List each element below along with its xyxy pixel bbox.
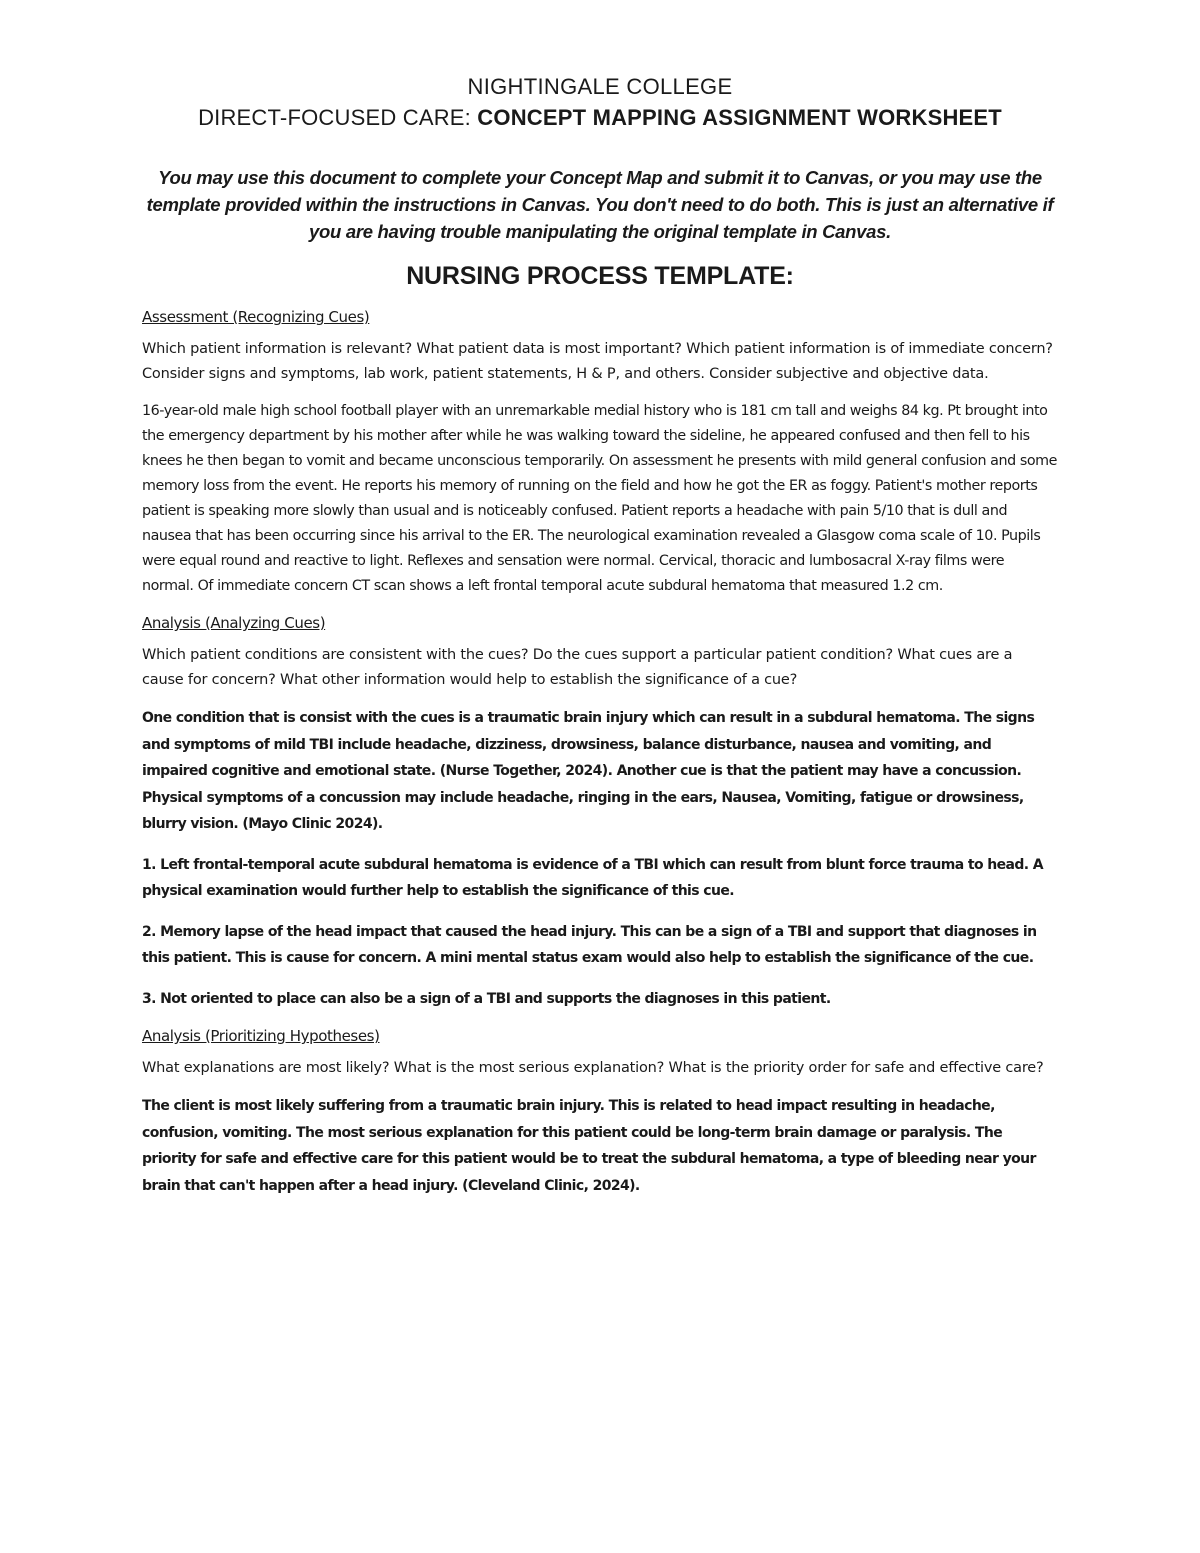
assessment-heading: Assessment (Recognizing Cues) bbox=[142, 308, 370, 326]
instructions-notice: You may use this document to complete your Concept Map and submit it to Canvas, or you may use the template provided within the instructions in Canvas. You don't need to do both. This is just an alternative if you are having trouble manipulating the original template in Canvas. bbox=[146, 167, 1054, 242]
analysis-cues-list bbox=[142, 852, 1058, 1013]
worksheet-title-prefix: DIRECT-FOCUSED CARE: bbox=[198, 105, 478, 130]
worksheet-title bbox=[142, 102, 1058, 134]
analysis-cues-section bbox=[142, 613, 1058, 1012]
document-header bbox=[142, 72, 1058, 134]
worksheet-title-bold: CONCEPT MAPPING ASSIGNMENT WORKSHEET bbox=[477, 105, 1002, 130]
list-item: 2. Memory lapse of the head impact that caused the head injury. This can be a sign of a TBI and support that diagnoses in this patient. This is cause for concern. A mini mental status exam would also help to establish the significance of the cue. bbox=[142, 923, 1037, 966]
analysis-hypotheses-heading: Analysis (Prioritizing Hypotheses) bbox=[142, 1027, 380, 1045]
assessment-answer: 16-year-old male high school football player with an unremarkable medial history who is 181 cm tall and weighs 84 kg. Pt brought into the emergency department by his mother after while he was walking toward the sideline, he appeared confused and then fell to his knees he then began to vomit and became unconscious temporarily. On assessment he presents with mild general confusion and some memory loss from the event. He reports his memory of running on the field and how he got the ER as foggy. Patient's mother reports patient is speaking more slowly than usual and is noticeably confused. Patient reports a headache with pain 5/10 that is dull and nausea that has been occurring since his arrival to the ER. The neurological examination revealed a Glasgow coma scale of 10. Pupils were equal round and reactive to light. Reflexes and sensation were normal. Cervical, thoracic and lumbosacral X-ray films were normal. Of immediate concern CT scan shows a left frontal temporal acute subdural hematoma that measured 1.2 cm. bbox=[142, 403, 1057, 594]
analysis-cues-answer: One condition that is consist with the cues is a traumatic brain injury which can result in a subdural hematoma. The signs and symptoms of mild TBI include headache, dizziness, drowsiness, balance disturbance, nausea and vomiting, and impaired cognitive and emotional state. (Nurse Together, 2024). Another cue is that the patient may have a concussion. Physical symptoms of a concussion may include headache, ringing in the ears, Nausea, Vomiting, fatigue or drowsiness, blurry vision. (Mayo Clinic 2024). bbox=[142, 710, 1035, 832]
assessment-section bbox=[142, 307, 1058, 599]
analysis-cues-prompt: Which patient conditions are consistent with the cues? Do the cues support a particular patient condition? What cues are a cause for concern? What other information would help to establish the significance of a cue? bbox=[142, 647, 1013, 688]
analysis-hypotheses-answer: The client is most likely suffering from a traumatic brain injury. This is related to head impact resulting in headache, confusion, vomiting. The most serious explanation for this patient could be long-term brain damage or paralysis. The priority for safe and effective care for this patient would be to treat the subdural hematoma, a type of bleeding near your brain that can't happen after a head injury. (Cleveland Clinic, 2024). bbox=[142, 1098, 1036, 1194]
list-item: 3. Not oriented to place can also be a sign of a TBI and supports the diagnoses in this patient. bbox=[142, 990, 831, 1007]
analysis-hypotheses-section bbox=[142, 1026, 1058, 1199]
template-title: NURSING PROCESS TEMPLATE: bbox=[406, 262, 794, 290]
college-name: NIGHTINGALE COLLEGE bbox=[467, 74, 733, 99]
assessment-prompt: Which patient information is relevant? What patient data is most important? Which patient information is of immediate concern? Consider signs and symptoms, lab work, patient statements, H & P, and others. Consider subjective and objective data. bbox=[142, 341, 1053, 382]
analysis-cues-heading: Analysis (Analyzing Cues) bbox=[142, 614, 326, 632]
list-item: 1. Left frontal-temporal acute subdural hematoma is evidence of a TBI which can result from blunt force trauma to head. A physical examination would further help to establish the significance of this cue. bbox=[142, 856, 1044, 899]
analysis-hypotheses-prompt: What explanations are most likely? What is the most serious explanation? What is the priority order for safe and effective care? bbox=[142, 1060, 1044, 1076]
